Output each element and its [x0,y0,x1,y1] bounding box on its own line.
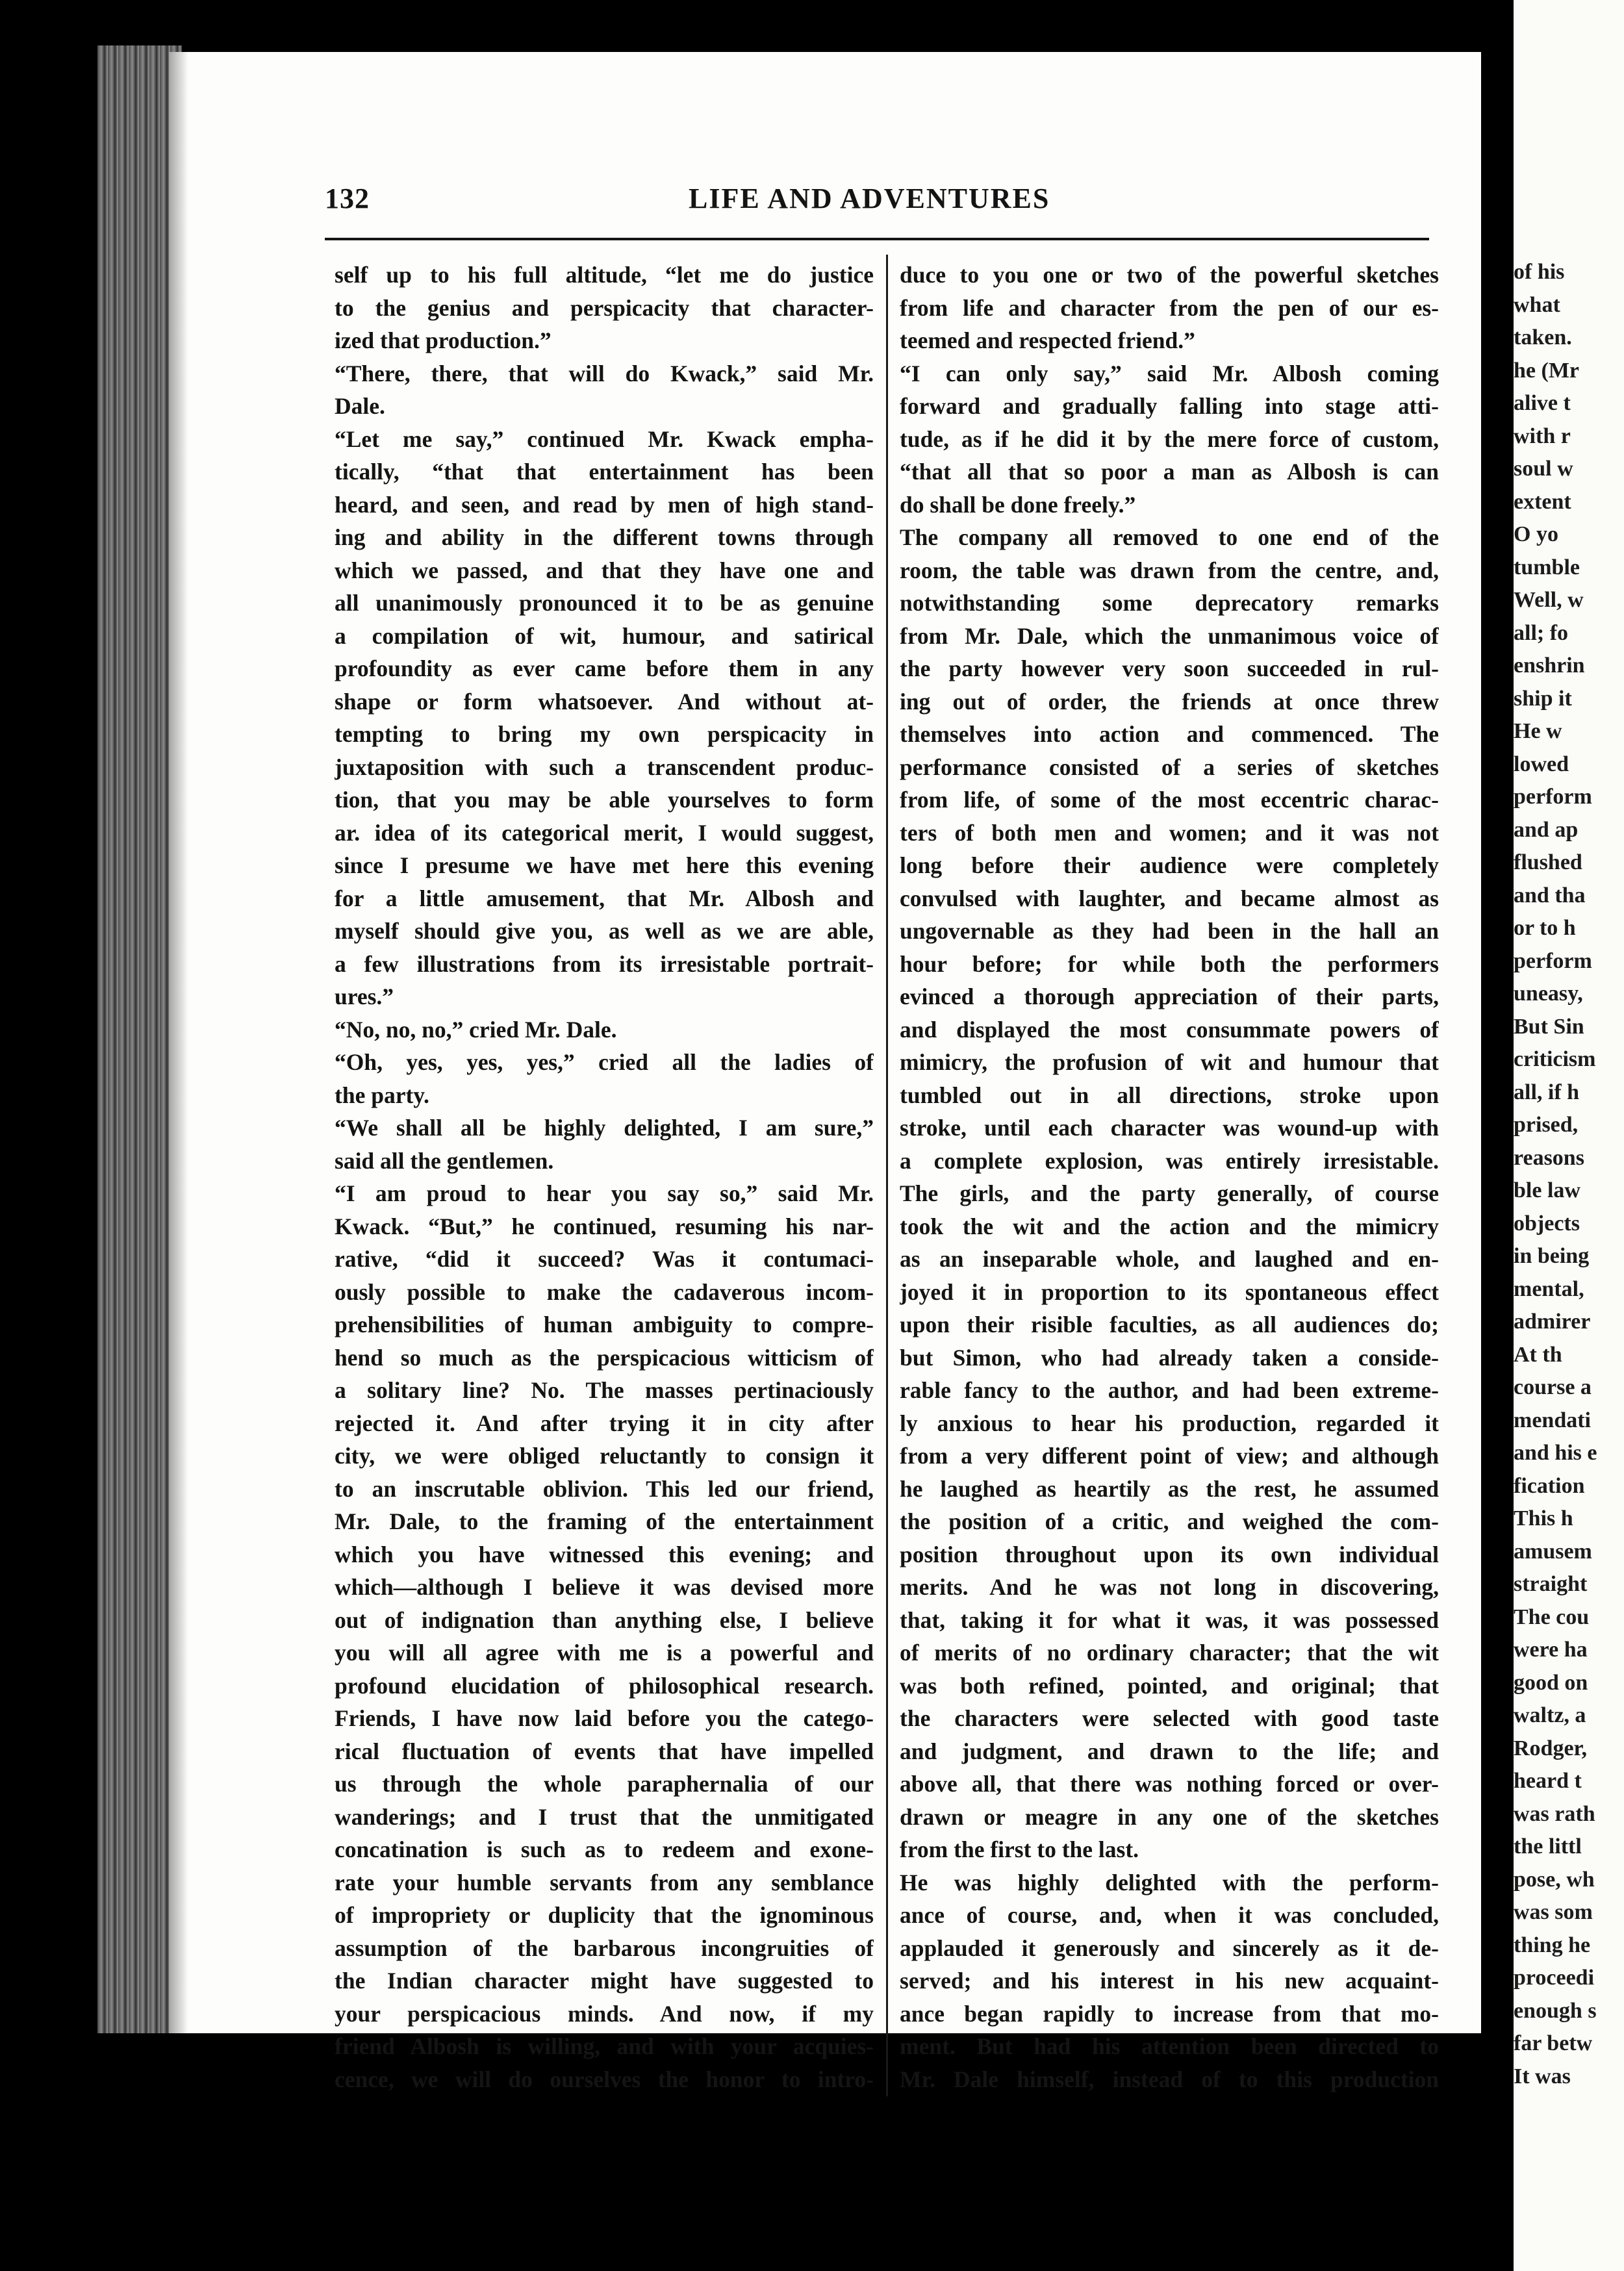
facing-page-line: Rodger, [1514,1736,1588,1760]
text-line: tumbled out in all directions, stroke upon [900,1082,1439,1108]
text-line: rative, “did it succeed? Was it contumaci- [335,1246,874,1272]
header-rule [325,238,1429,240]
facing-page-line: alive t [1514,391,1571,415]
text-line: The company all removed to one end of the [900,524,1439,550]
facing-page-line: uneasy, [1514,982,1583,1006]
text-line: “There, there, that will do Kwack,” said Mr. [335,360,874,387]
text-line: The girls, and the party generally, of course [900,1180,1439,1206]
facing-page-line: perform [1514,948,1592,973]
facing-page-line: enshrin [1514,653,1585,678]
text-line: city, we were obliged reluctantly to consign it [335,1443,874,1469]
text-line: concatination is such as to redeem and exone- [335,1836,874,1862]
facing-page-line: was rath [1514,1801,1595,1826]
text-line: which—although I believe it was devised more [335,1574,874,1600]
text-line: from life, of some of the most eccentric charac- [900,787,1439,813]
text-line: above all, that there was nothing forced or over- [900,1771,1439,1797]
text-line: notwithstanding some deprecatory remarks [900,590,1439,616]
text-line: as an inseparable whole, and laughed and en- [900,1246,1439,1272]
text-line: ing and ability in the different towns through [335,524,874,550]
text-line: upon their risible faculties, as all audiences do; [900,1312,1439,1338]
facing-page-line: At th [1514,1342,1562,1367]
facing-page-line: flushed [1514,850,1582,874]
text-line: “Let me say,” continued Mr. Kwack empha- [335,425,874,452]
text-line: was both refined, pointed, and original; that [900,1672,1439,1699]
text-line: from life and character from the pen of our es- [900,294,1439,321]
facing-page-line: all, if h [1514,1080,1580,1104]
text-line: the party however very soon succeeded in rul- [900,655,1439,681]
text-line: the party. [335,1082,429,1108]
facing-page-line: prised, [1514,1113,1579,1137]
facing-page-line: He w [1514,719,1562,743]
text-line: your perspicacious minds. And now, if my [335,2000,874,2027]
facing-page-line: mendati [1514,1408,1591,1432]
text-line: ing out of order, the friends at once threw [900,688,1439,715]
facing-page-line: with r [1514,424,1571,448]
facing-page-line: But Sin [1514,1014,1584,1039]
text-line: ly anxious to hear his production, regarded it [900,1410,1439,1436]
text-line: Friends, I have now laid before you the catego- [335,1705,874,1731]
facing-page-line: soul w [1514,457,1573,481]
running-head: LIFE AND ADVENTURES [689,183,1050,214]
text-line: of impropriety or duplicity that the ignominous [335,1902,874,1928]
facing-page-line: This h [1514,1506,1573,1530]
text-line: said all the gentlemen. [335,1147,554,1174]
text-line: he laughed as heartily as the rest, he assumed [900,1475,1439,1502]
facing-page-line: criticism [1514,1047,1596,1071]
text-line: tude, as if he did it by the mere force of custom, [900,425,1439,452]
text-line: and displayed the most consummate powers of [900,1016,1439,1043]
facing-page-line: waltz, a [1514,1703,1586,1727]
facing-page-line: reasons [1514,1145,1584,1170]
text-line: profoundity as ever came before them in any [335,655,874,681]
text-line: rate your humble servants from any semblance [335,1869,874,1896]
facing-page-line: lowed [1514,752,1569,776]
text-line: us through the whole paraphernalia of our [335,1771,874,1797]
text-line: long before their audience were completely [900,852,1439,878]
text-line: heard, and seen, and read by men of high stand- [335,491,874,518]
facing-page-line: amusem [1514,1539,1592,1564]
facing-page-line: tumble [1514,555,1580,579]
text-line: hend so much as the perspicacious witticism of [335,1344,874,1371]
text-line: took the wit and the action and the mimicry [900,1213,1439,1239]
text-line: all unanimously pronounced it to be as genuine [335,590,874,616]
facing-page-line: of his [1514,260,1565,284]
text-line: but Simon, who had already taken a conside- [900,1344,1439,1371]
text-line: “Oh, yes, yes, yes,” cried all the ladies of [335,1049,874,1075]
text-line: ance began rapidly to increase from that mo- [900,2000,1439,2027]
facing-page-line: good on [1514,1670,1588,1695]
facing-page-line: ble law [1514,1178,1580,1202]
text-line: mimicry, the profusion of wit and humour that [900,1049,1439,1075]
facing-page-line: O yo [1514,522,1558,546]
facing-page-line: was som [1514,1900,1593,1924]
text-line: forward and gradually falling into stage atti- [900,393,1439,419]
facing-page-line: far betw [1514,2031,1593,2055]
facing-page-line: or to h [1514,916,1576,940]
text-line: drawn or meagre in any one of the sketches [900,1803,1439,1830]
text-line: from Mr. Dale, which the unmanimous voice of [900,622,1439,649]
text-line: He was highly delighted with the perform- [900,1869,1439,1896]
text-line: “that all that so poor a man as Albosh is can [900,459,1439,485]
text-line: which we passed, and that they have one and [335,557,874,583]
facing-page-line: The cou [1514,1605,1590,1629]
facing-page [1514,0,1624,2271]
facing-page-line: extent [1514,489,1571,514]
text-line: Mr. Dale himself, instead of to this production [900,2066,1439,2092]
text-line: self up to his full altitude, “let me do justice [335,262,874,288]
text-line: Kwack. “But,” he continued, resuming his nar- [335,1213,874,1239]
text-line: ment. But had his attention been directed to [900,2033,1439,2059]
text-line: stroke, until each character was wound-up with [900,1115,1439,1141]
text-line: tion, that you may be able yourselves to form [335,787,874,813]
text-line: myself should give you, as well as we are able, [335,918,874,944]
text-line: you will all agree with me is a powerful and [335,1640,874,1666]
facing-page-line: mental, [1514,1276,1584,1301]
text-line: a few illustrations from its irresistable portrait- [335,950,874,977]
facing-page-line: thing he [1514,1933,1591,1957]
facing-page-line: were ha [1514,1638,1588,1662]
page-number: 132 [325,183,370,214]
text-line: ized that production.” [335,327,552,353]
text-line: “We shall all be highly delighted, I am sure,” [335,1115,874,1141]
facing-page-line: all; fo [1514,620,1569,645]
text-line: “No, no, no,” cried Mr. Dale. [335,1016,617,1043]
text-line: the position of a critic, and weighed the com- [900,1508,1439,1534]
facing-page-line: the littl [1514,1834,1582,1859]
facing-page-line: enough s [1514,1998,1597,2023]
facing-page-line: proceedi [1514,1966,1595,1990]
text-line: and judgment, and drawn to the life; and [900,1738,1439,1764]
text-line: that, taking it for what it was, it was possessed [900,1606,1439,1633]
text-line: of merits of no ordinary character; that the wit [900,1640,1439,1666]
text-line: ance of course, and, when it was concluded, [900,1902,1439,1928]
facing-page-line: and tha [1514,883,1586,907]
text-line: Dale. [335,393,385,419]
gutter-shadow [169,52,188,2033]
text-line: ungovernable as they had been in the hall an [900,918,1439,944]
text-line: shape or form whatsoever. And without at- [335,688,874,715]
text-line: hour before; for while both the performers [900,950,1439,977]
text-line: the Indian character might have suggested to [335,1968,874,1994]
page-header [325,182,1429,221]
text-line: rable fancy to the author, and had been extreme- [900,1377,1439,1403]
facing-page-line: and his e [1514,1441,1597,1465]
facing-page-line: admirer [1514,1310,1591,1334]
text-line: a complete explosion, was entirely irresistable. [900,1147,1439,1174]
text-line: room, the table was drawn from the centre, and, [900,557,1439,583]
facing-page-line: pose, wh [1514,1867,1595,1892]
text-line: applauded it generously and sincerely as it de- [900,1935,1439,1961]
text-line: rejected it. And after trying it in city after [335,1410,874,1436]
text-line: rical fluctuation of events that have impelled [335,1738,874,1764]
text-line: profound elucidation of philosophical research. [335,1672,874,1699]
left-text-column [335,259,874,2103]
facing-page-line: taken. [1514,325,1572,349]
text-line: to the genius and perspicacity that character- [335,294,874,321]
facing-page-line: It was [1514,2064,1571,2088]
facing-page-line: heard t [1514,1769,1582,1793]
facing-page-line: objects [1514,1211,1580,1236]
text-line: “I can only say,” said Mr. Albosh coming [900,360,1439,387]
text-line: teemed and respected friend.” [900,327,1195,353]
text-line: “I am proud to hear you say so,” said Mr. [335,1180,874,1206]
text-line: ures.” [335,983,394,1009]
text-line: evinced a thorough appreciation of their parts, [900,983,1439,1009]
text-line: ters of both men and women; and it was not [900,819,1439,846]
text-line: tically, “that that entertainment has been [335,459,874,485]
text-line: from a very different point of view; and although [900,1443,1439,1469]
text-line: performance consisted of a series of sketches [900,754,1439,780]
text-line: joyed it in proportion to its spontaneous effect [900,1278,1439,1305]
text-line: themselves into action and commenced. The [900,721,1439,747]
facing-page-line: he (Mr [1514,358,1580,383]
text-line: convulsed with laughter, and became almost as [900,885,1439,911]
text-line: ously possible to make the cadaverous incom- [335,1278,874,1305]
text-line: position throughout upon its own individual [900,1541,1439,1567]
text-line: tempting to bring my own perspicacity in [335,721,874,747]
right-text-column [900,259,1439,2103]
text-line: merits. And he was not long in discovering, [900,1574,1439,1600]
text-line: friend Albosh is willing, and with your acquies- [335,2033,874,2059]
text-line: Mr. Dale, to the framing of the entertainment [335,1508,874,1534]
text-line: assumption of the barbarous incongruities of [335,1935,874,1961]
text-line: which you have witnessed this evening; and [335,1541,874,1567]
text-line: from the first to the last. [900,1836,1139,1862]
text-line: juxtaposition with such a transcendent produc- [335,754,874,780]
facing-page-line: course a [1514,1375,1592,1399]
facing-page-line: what [1514,292,1560,317]
text-line: wanderings; and I trust that the unmitigated [335,1803,874,1830]
text-line: since I presume we have met here this evening [335,852,874,878]
facing-page-line: and ap [1514,817,1579,842]
facing-page-line: perform [1514,785,1592,809]
text-line: duce to you one or two of the powerful sketches [900,262,1439,288]
text-line: served; and his interest in his new acquaint- [900,1968,1439,1994]
column-divider [886,255,888,2096]
facing-page-line: in being [1514,1244,1590,1268]
text-line: the characters were selected with good taste [900,1705,1439,1731]
text-line: a solitary line? No. The masses pertinaciously [335,1377,874,1403]
facing-page-line: ship it [1514,686,1572,711]
text-line: do shall be done freely.” [900,491,1136,518]
text-line: cence, we will do ourselves the honor to intro- [335,2066,874,2092]
text-line: out of indignation than anything else, I believe [335,1606,874,1633]
facing-page-line: Well, w [1514,588,1584,612]
text-line: to an inscrutable oblivion. This led our friend, [335,1475,874,1502]
text-line: ar. idea of its categorical merit, I would suggest, [335,819,874,846]
text-line: for a little amusement, that Mr. Albosh and [335,885,874,911]
text-line: a compilation of wit, humour, and satirical [335,622,874,649]
text-line: prehensibilities of human ambiguity to compre- [335,1312,874,1338]
facing-page-line: fication [1514,1473,1585,1498]
facing-page-line: straight [1514,1572,1588,1596]
